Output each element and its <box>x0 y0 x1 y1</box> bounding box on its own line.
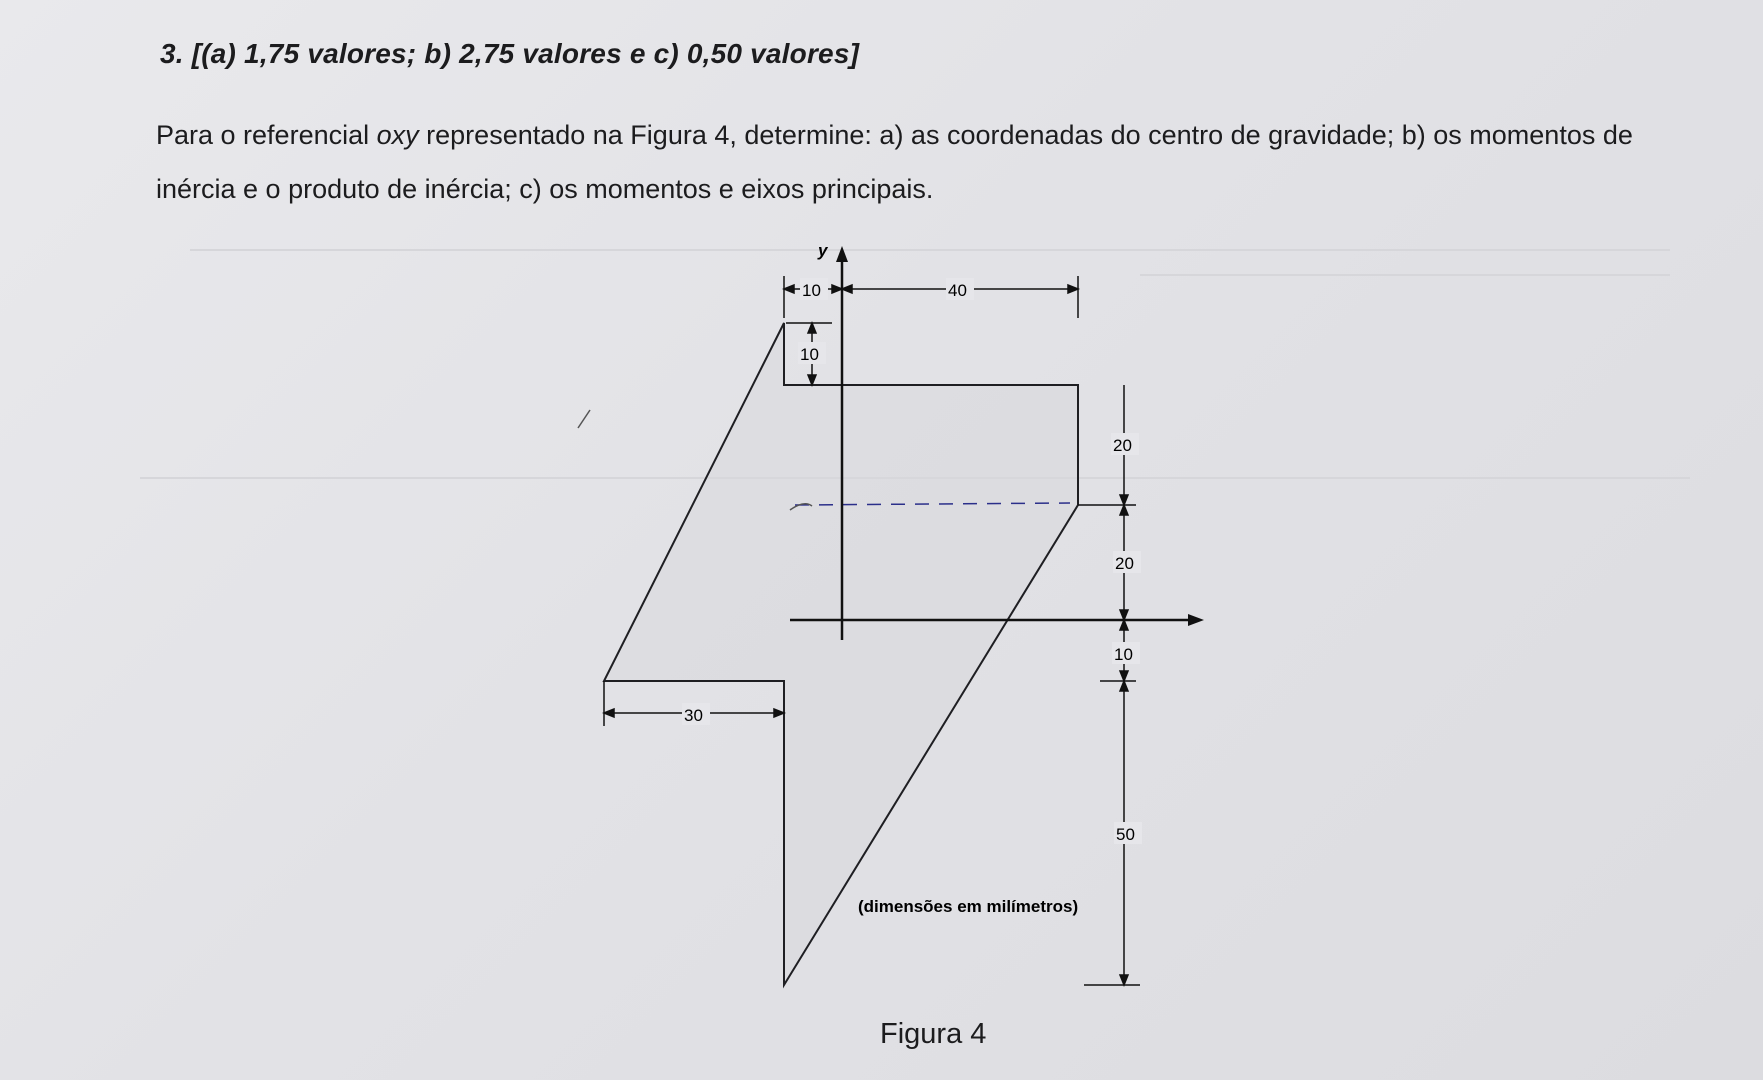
y-axis-label: y <box>818 241 828 260</box>
dim-right-1-value: 20 <box>1113 436 1132 455</box>
question-heading: 3. [(a) 1,75 valores; b) 2,75 valores e c) 0,50 valores] <box>160 38 860 69</box>
statement-italic: oxy <box>376 120 419 150</box>
x-axis-arrowhead <box>1188 614 1204 626</box>
dim-bottom-left-value: 30 <box>684 706 703 725</box>
y-axis-arrowhead <box>836 246 848 262</box>
dim-top-left-value: 10 <box>802 281 821 300</box>
right-dimension-chain <box>1078 385 1140 985</box>
units-note: (dimensões em milímetros) <box>858 897 1079 916</box>
figure-caption: Figura 4 <box>880 1018 987 1050</box>
dim-right-4-value: 50 <box>1116 825 1135 844</box>
dim-right-3-value: 10 <box>1114 645 1133 664</box>
statement-text-1: Para o referencial <box>156 120 377 150</box>
dim-right-2-value: 20 <box>1115 554 1134 573</box>
dim-top-right-value: 40 <box>948 281 967 300</box>
dim-top-height-value: 10 <box>800 345 819 364</box>
top-dimension <box>784 276 1078 318</box>
statement-text-2: representado na Figura 4, determine: a) as coordenadas do centro de gravidade; b) os momentos de inércia e o produto de inércia; c) os momentos e eixos principais. <box>156 120 1633 204</box>
